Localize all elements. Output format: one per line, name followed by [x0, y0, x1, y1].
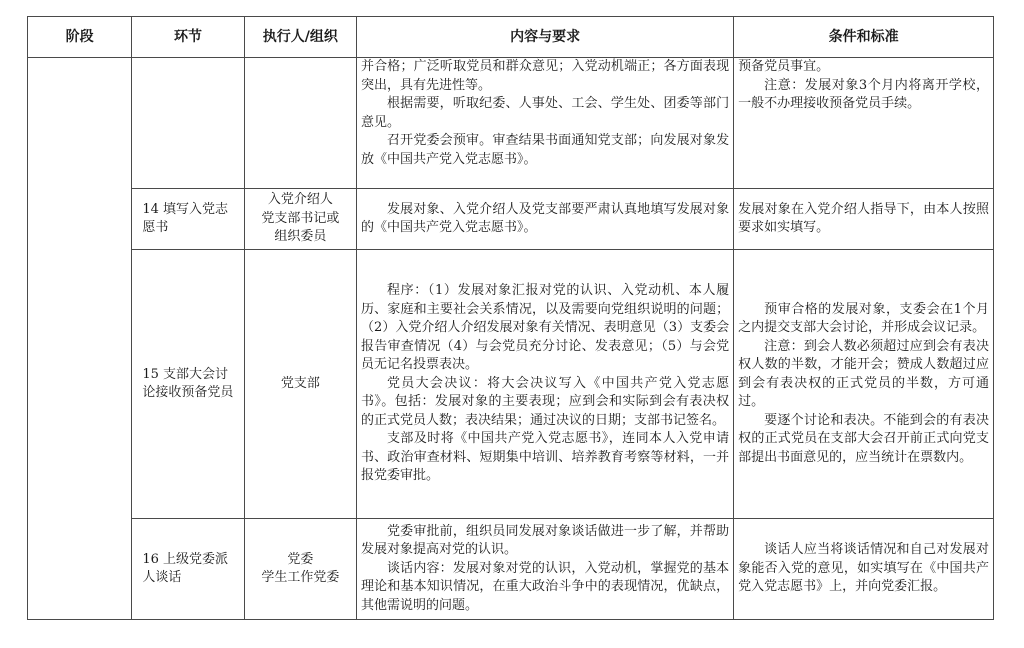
- executor-cell: [244, 58, 356, 189]
- header-criteria: 条件和标准: [734, 17, 994, 58]
- executor-line: 入党介绍人: [267, 192, 333, 208]
- content-paragraph: 党员大会决议：将大会决议写入《中国共产党入党志愿书》。包括：发展对象的主要表现；应到会和实际到会有表决权的正式党员人数；表决结果；通过决议的日期；支部书记签名。: [361, 375, 730, 428]
- criteria-paragraph: 谈话人应当将谈话情况和自己对发展对象能否入党的意见，如实填写在《中国共产党入党志愿书》上，并向党委汇报。: [738, 542, 989, 595]
- executor-cell: [244, 519, 356, 620]
- content-paragraph: 召开党委会预审。审查结果书面通知党支部；向发展对象发放《中国共产党入党志愿书》。: [361, 133, 730, 167]
- content-cell: [357, 189, 734, 250]
- header-stage: 阶段: [28, 17, 132, 58]
- executor-cell: [244, 189, 356, 250]
- content-paragraph: 支部及时将《中国共产党入党志愿书》，连同本人入党申请书、政治审查材料、短期集中培训、培养教育考察等材料，一并报党委审批。: [361, 431, 730, 484]
- executor-line: 组织委员: [274, 229, 327, 245]
- content-paragraph: 并合格；广泛听取党员和群众意见；入党动机端正；各方面表现突出，具有先进性等。: [361, 59, 730, 93]
- header-content: 内容与要求: [357, 17, 734, 58]
- step-cell: 14 填写入党志愿书: [132, 189, 244, 250]
- step-cell: 15 支部大会讨论接收预备党员: [132, 250, 244, 519]
- criteria-cell: [734, 189, 994, 250]
- content-paragraph: 发展对象、入党介绍人及党支部要严肃认真地填写发展对象的《中国共产党入党志愿书》。: [361, 201, 730, 235]
- content-paragraph: 党委审批前，组织员同发展对象谈话做进一步了解，并帮助发展对象提高对党的认识。: [361, 523, 730, 558]
- table-row: [28, 250, 994, 519]
- header-executor: 执行人/组织: [244, 17, 356, 58]
- executor-line: 党支部书记或: [261, 210, 340, 226]
- criteria-paragraph: 预备党员事宜。: [738, 59, 830, 74]
- criteria-cell: [734, 58, 994, 189]
- step-cell: 16 上级党委派人谈话: [132, 519, 244, 620]
- party-development-table: [27, 16, 994, 620]
- criteria-paragraph: 预审合格的发展对象，支委会在1个月之内提交支部大会讨论，并形成会议记录。: [738, 301, 989, 336]
- executor-line: 学生工作党委: [261, 570, 340, 585]
- executor-line: 党委: [287, 551, 314, 567]
- content-paragraph: 谈话内容：发展对象对党的认识，入党动机，掌握党的基本理论和基本知识情况，在重大政治斗争中的表现情况，优缺点，其他需说明的问题。: [361, 560, 730, 613]
- content-paragraph: 根据需要，听取纪委、人事处、工会、学生处、团委等部门意见。: [361, 96, 730, 130]
- criteria-paragraph: 发展对象在入党介绍人指导下，由本人按照要求如实填写。: [738, 201, 989, 235]
- criteria-cell: [734, 519, 994, 620]
- content-cell: [357, 519, 734, 620]
- content-cell: [357, 58, 734, 189]
- executor-line: 党支部: [280, 375, 320, 391]
- step-cell: [132, 58, 244, 189]
- stage-cell: [28, 58, 132, 620]
- criteria-paragraph: 要逐个讨论和表决。不能到会的有表决权的正式党员在支部大会召开前正式向党支部提出书面意见的，应当统计在票数内。: [738, 412, 989, 465]
- table-row: [28, 58, 994, 189]
- table-row: [28, 519, 994, 620]
- criteria-cell: [734, 250, 994, 519]
- criteria-paragraph: 注意：到会人数必须超过应到会有表决权人数的半数，才能开会；赞成人数超过应到会有表决权的正式党员的半数，方可通过。: [738, 338, 989, 410]
- content-cell: [357, 250, 734, 519]
- table-header-row: [28, 17, 994, 58]
- criteria-paragraph: 注意：发展对象3个月内将离开学校，一般不办理接收预备党员手续。: [738, 77, 989, 111]
- executor-cell: [244, 250, 356, 519]
- content-paragraph: 程序：（1）发展对象汇报对党的认识、入党动机、本人履历、家庭和主要社会关系情况，以及需要向党组织说明的问题；（2）入党介绍人介绍发展对象有关情况、表明意见（3）支委会报告审查情况（4）与会党员充分讨论、发表意见；（5）与会党员无记名投票表决。: [361, 283, 730, 373]
- header-step: 环节: [132, 17, 244, 58]
- table-row: [28, 189, 994, 250]
